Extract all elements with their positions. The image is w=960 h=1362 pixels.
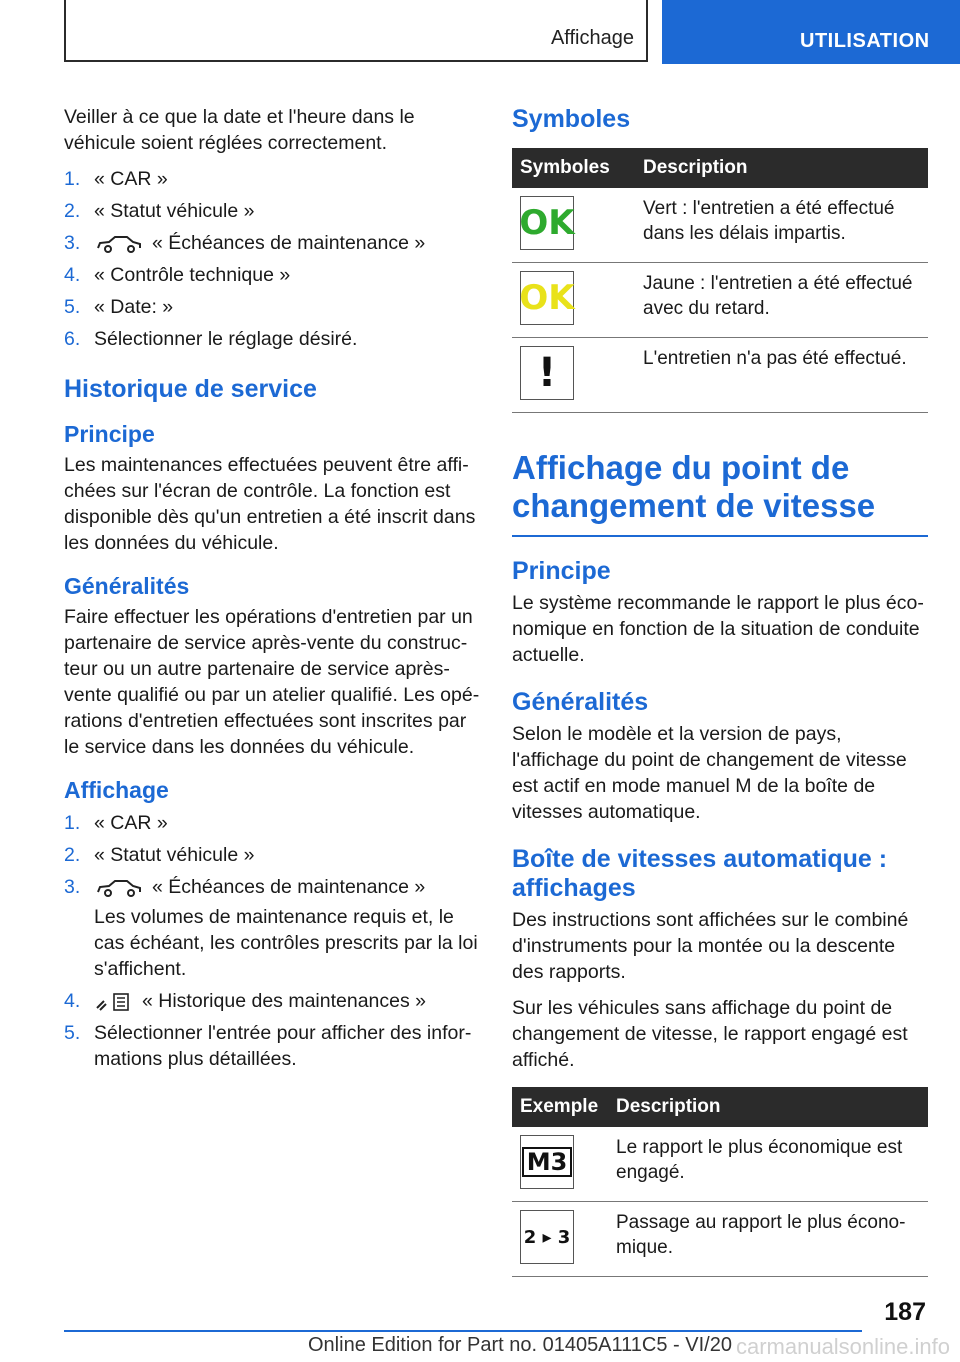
- gear-m3-label: M3: [522, 1147, 573, 1177]
- step-text: « Contrôle technique »: [94, 264, 291, 286]
- list-item: [64, 988, 482, 1014]
- table-header-row: [512, 1087, 928, 1127]
- upshift-icon: 2 ▸ 3: [520, 1210, 574, 1264]
- header-frame: [64, 0, 648, 62]
- symbol-cell: [512, 1202, 608, 1277]
- step-text: « CAR »: [94, 812, 168, 834]
- principe-text-right: Le système recommande le rapport le plus économique en fonction de la situation de conduite actuelle.: [512, 592, 924, 666]
- step-note: Les volumes de maintenance requis et, le cas échéant, les contrôles prescrits par la loi s'affichent.: [94, 906, 478, 980]
- display-steps: [64, 810, 482, 1072]
- list-item: [64, 874, 482, 982]
- subtitle-principe-right: Principe: [512, 557, 611, 585]
- section-title-history: Historique de service: [64, 375, 317, 403]
- exclamation-icon: !: [520, 346, 574, 400]
- step-number: 4.: [64, 990, 81, 1012]
- step-number: 3.: [64, 232, 81, 254]
- table-row: [512, 1127, 928, 1202]
- watermark: carmanualsonline.info: [735, 1334, 950, 1359]
- step-text: Sélectionner le réglage désiré.: [94, 328, 358, 350]
- subtitle-affichage: Affichage: [64, 777, 169, 803]
- step-text: « Statut véhicule »: [94, 200, 255, 222]
- car-icon: [96, 235, 142, 253]
- description-cell: L'entretien n'a pas été effectué.: [635, 338, 928, 413]
- gear-m3-icon: [520, 1135, 574, 1189]
- list-item: [64, 326, 482, 352]
- right-column: [512, 104, 928, 1277]
- table-row: [512, 1202, 928, 1277]
- intro-text: Veiller à ce que la date et l'heure dans le véhicule soient réglées correctement.: [64, 106, 415, 154]
- generalites-text: Faire effectuer les opérations d'entretien par un partenaire de service après-vente du constructeur ou un autre partenaire de service après-vente qualifié ou par un atelier qualifié. Les opérations d'entretien effectuées sont inscrites par le service dans les données du véhicule.: [64, 606, 480, 758]
- symbols-table: [512, 148, 928, 413]
- step-text: « Statut véhicule »: [94, 844, 255, 866]
- auto-text-2: Sur les véhicules sans affichage du point de changement de vitesse, le rapport engagé est affiché.: [512, 997, 908, 1071]
- settings-steps: [64, 166, 482, 352]
- symbol-cell: [512, 338, 635, 413]
- step-text: « Date: »: [94, 296, 174, 318]
- step-number: 2.: [64, 844, 81, 866]
- header-chapter-label: UTILISATION: [800, 30, 930, 52]
- symbol-cell: [512, 188, 635, 263]
- column-header: Description: [635, 148, 928, 188]
- header-section-title: Affichage: [550, 27, 634, 49]
- step-text: Sélectionner l'entrée pour afficher des informations plus détaillées.: [94, 1022, 472, 1070]
- step-text: « Historique des maintenances »: [142, 990, 426, 1012]
- step-number: 2.: [64, 200, 81, 222]
- page-number: 187: [884, 1298, 926, 1326]
- column-header: Description: [608, 1087, 928, 1127]
- subtitle-automatic-gearbox: Boîte de vitesses automatique : affichages: [512, 845, 888, 902]
- left-column: [64, 104, 482, 1078]
- symbol-cell: [512, 1127, 608, 1202]
- step-number: 1.: [64, 168, 81, 190]
- examples-table: [512, 1087, 928, 1277]
- list-item: [64, 198, 482, 224]
- list-item: [64, 842, 482, 868]
- auto-text-1: Des instructions sont affichées sur le combiné d'instruments pour la montée ou la descente des rapports.: [512, 909, 909, 983]
- column-header: Symboles: [512, 148, 635, 188]
- step-number: 5.: [64, 1022, 81, 1044]
- list-item: [64, 262, 482, 288]
- list-item: [64, 810, 482, 836]
- edition-text: Online Edition for Part no. 01405A111C5 - VI/20: [308, 1334, 732, 1356]
- main-title: Affichage du point de changement de vitesse: [512, 449, 928, 537]
- principe-text: Les maintenances effectuées peuvent être affichées sur l'écran de contrôle. La fonction est disponible dès qu'un entretien a été inscrit dans les données du véhicule.: [64, 454, 476, 554]
- symbol-cell: [512, 263, 635, 338]
- list-item: [64, 230, 482, 256]
- list-item: [64, 294, 482, 320]
- subtitle-principe: Principe: [64, 421, 155, 447]
- step-text: « CAR »: [94, 168, 168, 190]
- list-item: [64, 166, 482, 192]
- list-item: [64, 1020, 482, 1072]
- step-number: 5.: [64, 296, 81, 318]
- step-number: 6.: [64, 328, 81, 350]
- description-cell: Le rapport le plus économique est engagé.: [608, 1127, 928, 1202]
- ok-green-icon: OK: [520, 196, 574, 250]
- subtitle-generalites-right: Généralités: [512, 688, 649, 716]
- table-row: [512, 338, 928, 413]
- step-number: 4.: [64, 264, 81, 286]
- table-row: [512, 263, 928, 338]
- description-cell: Jaune : l'entretien a été effectué avec du retard.: [635, 263, 928, 338]
- section-title-symbols: Symboles: [512, 105, 631, 133]
- description-cell: Vert : l'entretien a été effectué dans les délais impartis.: [635, 188, 928, 263]
- step-text: « Échéances de maintenance »: [152, 232, 426, 254]
- car-icon: [96, 879, 142, 897]
- step-text: « Échéances de maintenance »: [152, 876, 426, 898]
- generalites-text-right: Selon le modèle et la version de pays, l'affichage du point de changement de vitesse est actif en mode manuel M de la boîte de vitesses automatique.: [512, 723, 907, 823]
- ok-yellow-icon: OK: [520, 271, 574, 325]
- step-number: 3.: [64, 876, 81, 898]
- service-history-icon: [96, 992, 132, 1012]
- subtitle-generalites: Généralités: [64, 573, 190, 599]
- column-header: Exemple: [512, 1087, 608, 1127]
- footer-divider: [64, 1330, 862, 1332]
- table-header-row: [512, 148, 928, 188]
- header-chapter-tab: [662, 0, 960, 64]
- step-number: 1.: [64, 812, 81, 834]
- table-row: [512, 188, 928, 263]
- description-cell: Passage au rapport le plus économique.: [608, 1202, 928, 1277]
